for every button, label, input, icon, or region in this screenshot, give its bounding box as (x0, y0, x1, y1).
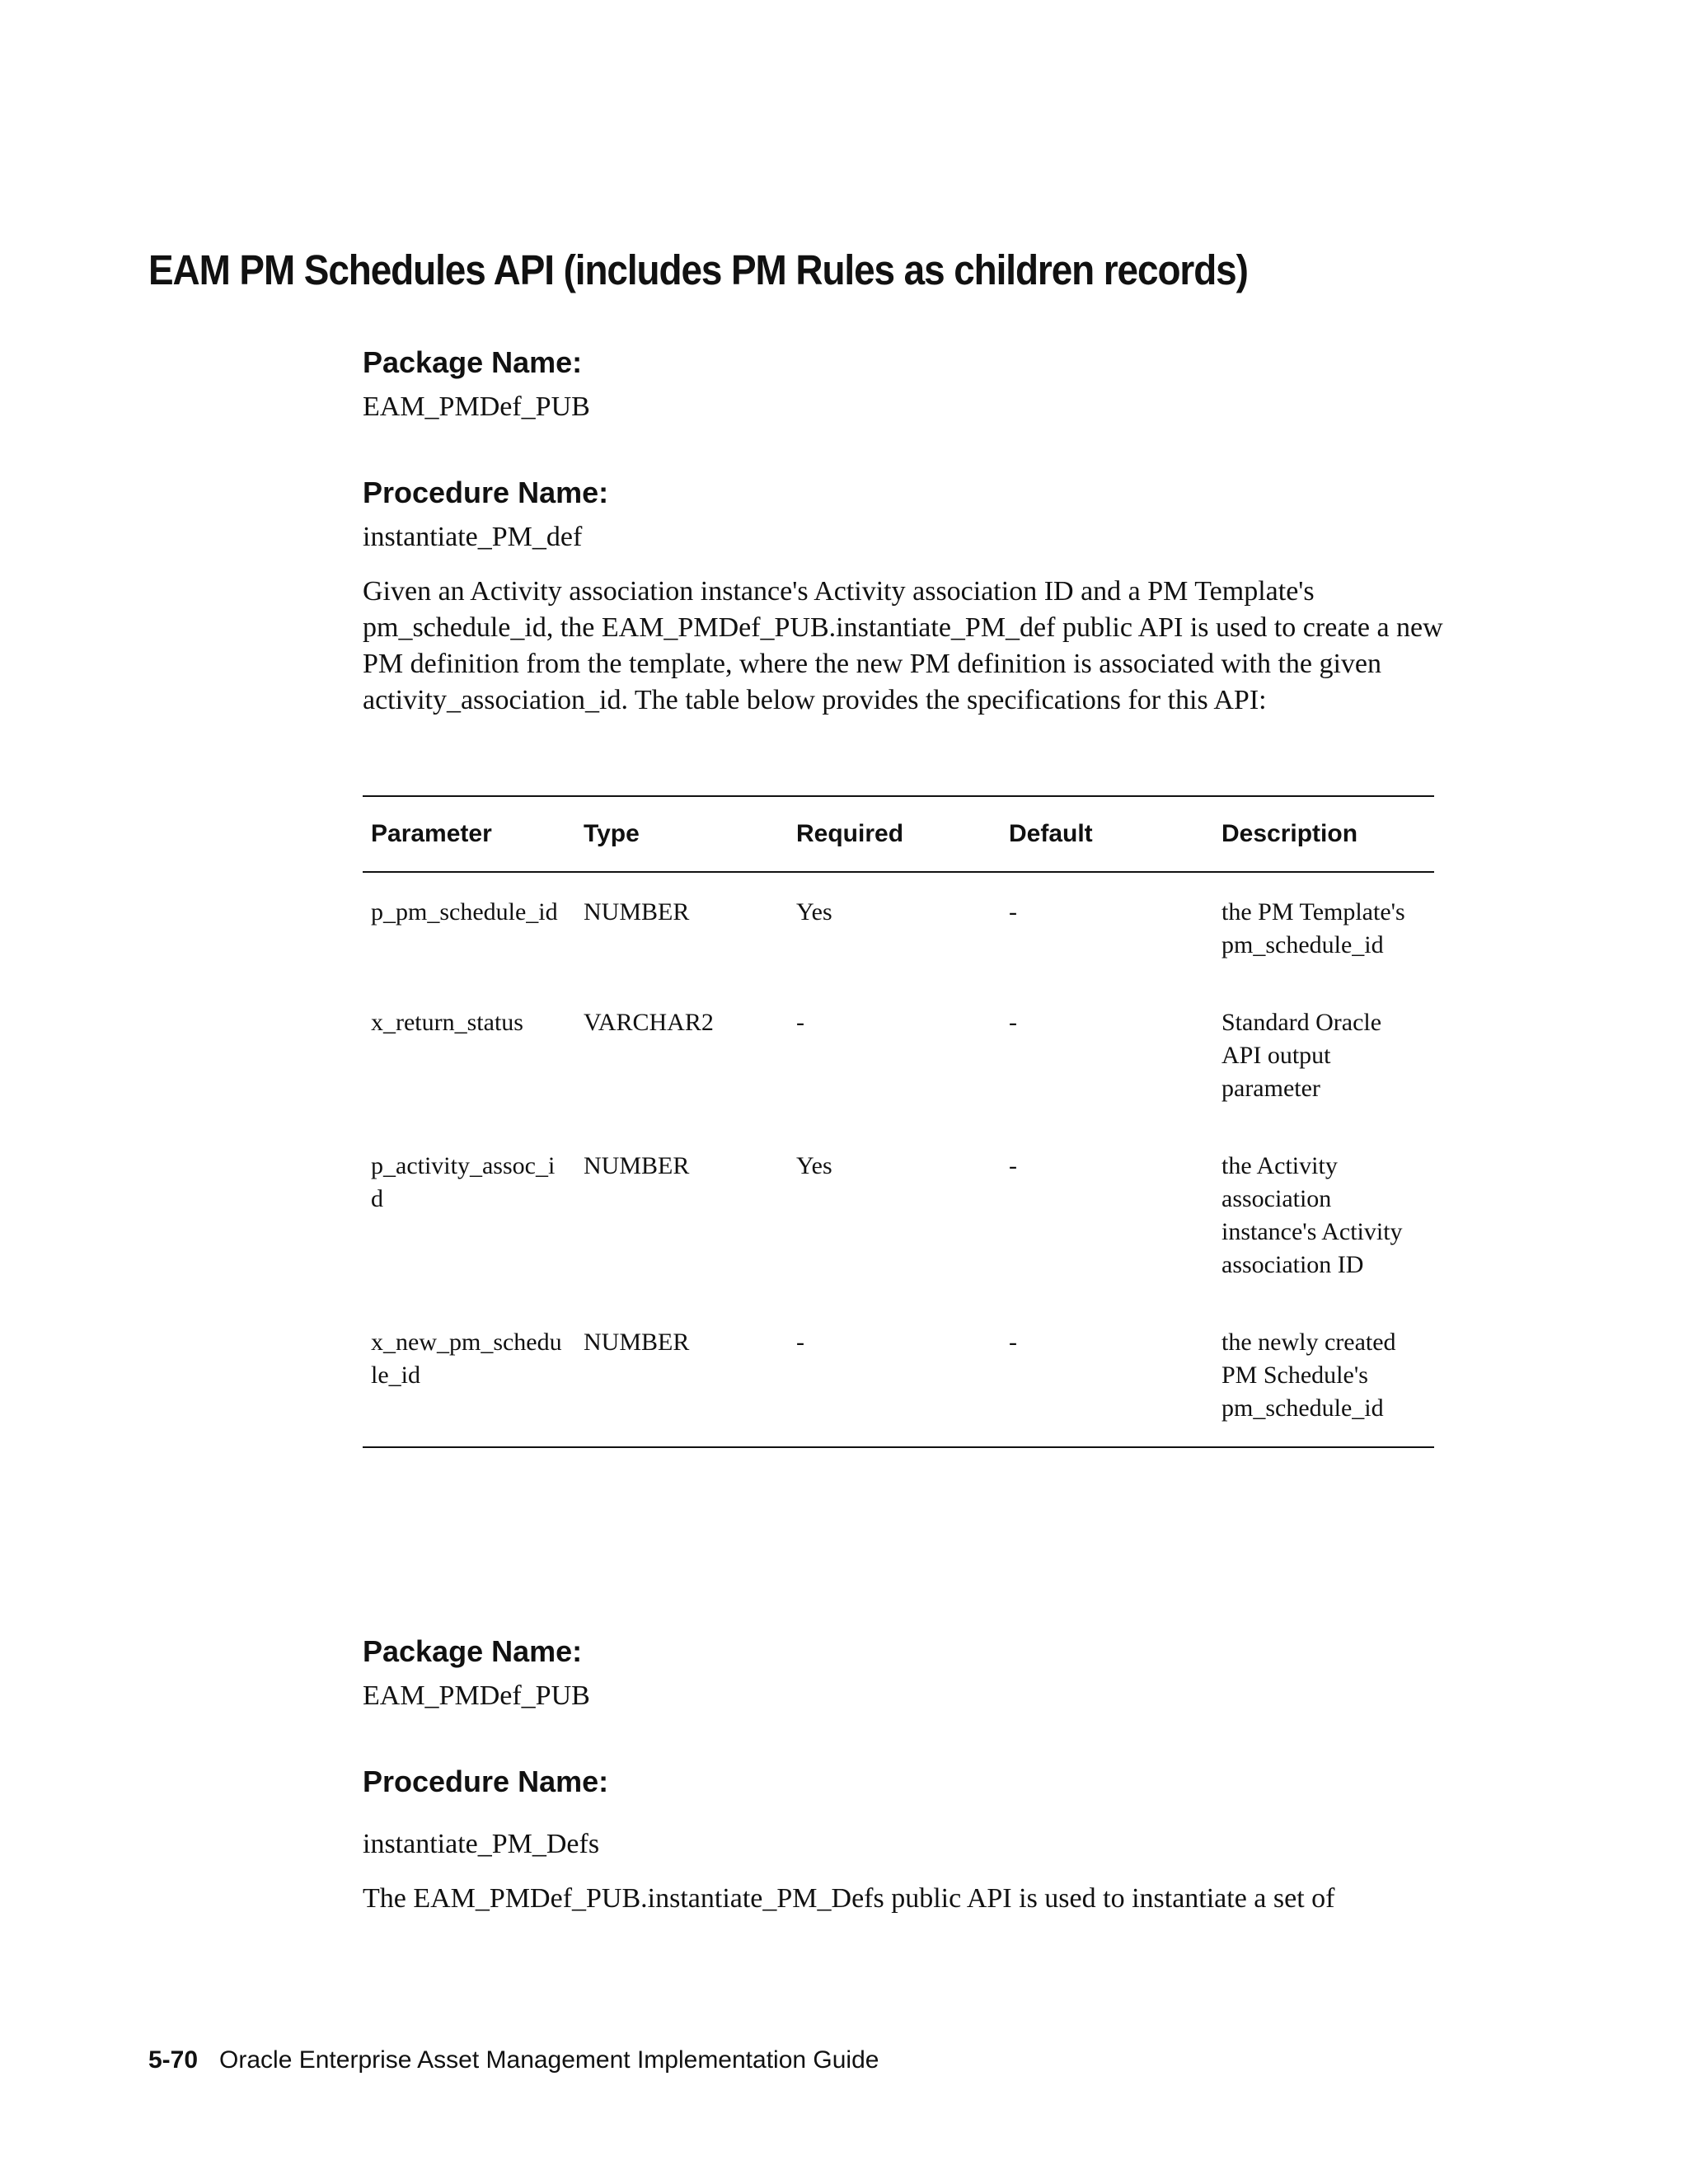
cell-description: Standard Oracle API output parameter (1221, 1009, 1382, 1102)
table-row (363, 1303, 1434, 1447)
header-required: Required (796, 820, 904, 847)
cell-parameter: x_return_status (371, 1009, 523, 1036)
procedure-name-label-2: Procedure Name: (363, 1765, 609, 1798)
package-name-value-2: EAM_PMDef_PUB (363, 1680, 590, 1711)
procedure-name-value: instantiate_PM_def (363, 522, 583, 552)
cell-type: NUMBER (584, 898, 690, 926)
header-parameter: Parameter (371, 820, 492, 847)
cell-required: Yes (796, 1152, 832, 1179)
cell-default: - (1009, 1009, 1017, 1036)
procedure-name-value-2: instantiate_PM_Defs (363, 1829, 600, 1859)
procedure-description: Given an Activity association instance's Activity association ID and a PM Template's pm_schedule_id, the EAM_PMDef_PUB.instantiate_PM_def public API is used to create a new PM definition from the template, where the new PM definition is associated with the given activity_association_id. The table below provides the specifications for this API: (363, 576, 1443, 715)
cell-required: Yes (796, 898, 832, 926)
cell-parameter: p_activity_assoc_id (371, 1152, 556, 1212)
cell-default: - (1009, 1152, 1017, 1179)
cell-required: - (796, 1329, 804, 1356)
cell-default: - (1009, 898, 1017, 926)
cell-description: the PM Template's pm_schedule_id (1221, 898, 1405, 958)
table-header-row (363, 796, 1434, 872)
procedure-name-label: Procedure Name: (363, 476, 609, 509)
cell-type: NUMBER (584, 1329, 690, 1356)
package-name-label-2: Package Name: (363, 1634, 583, 1668)
cell-type: VARCHAR2 (584, 1009, 714, 1036)
cell-default: - (1009, 1329, 1017, 1356)
page-number: 5-70 (148, 2046, 199, 2074)
page-footer (148, 2044, 879, 2077)
table-row (363, 1127, 1434, 1303)
package-name-label: Package Name: (363, 345, 583, 379)
header-type: Type (584, 820, 640, 847)
cell-parameter: x_new_pm_schedule_id (371, 1329, 562, 1389)
cell-required: - (796, 1009, 804, 1036)
header-default: Default (1009, 820, 1093, 847)
cell-description: the newly created PM Schedule's pm_schedule_id (1221, 1329, 1396, 1422)
procedure-description-2: The EAM_PMDef_PUB.instantiate_PM_Defs public API is used to instantiate a set of (363, 1883, 1335, 1914)
book-title: Oracle Enterprise Asset Management Implementation Guide (219, 2046, 879, 2074)
page-title: EAM PM Schedules API (includes PM Rules as children records) (148, 246, 1248, 293)
cell-type: NUMBER (584, 1152, 690, 1179)
table-row (363, 983, 1434, 1127)
cell-description: the Activity association instance's Activity association ID (1221, 1152, 1403, 1278)
header-description: Description (1221, 820, 1358, 847)
parameter-table (363, 795, 1434, 1448)
cell-parameter: p_pm_schedule_id (371, 898, 558, 926)
package-name-value: EAM_PMDef_PUB (363, 391, 590, 422)
table-row (363, 872, 1434, 983)
